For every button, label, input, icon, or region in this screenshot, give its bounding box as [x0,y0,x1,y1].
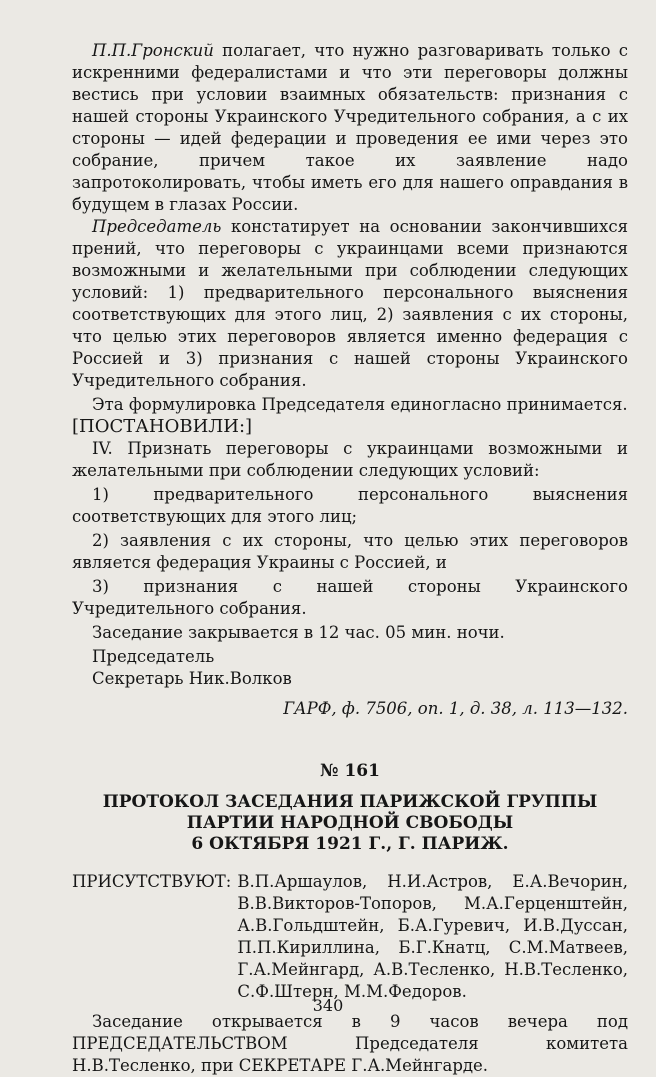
paragraph-formulation: Эта формулировка Председателя единогласно принимается. [92,395,628,414]
page-number: 340 [312,996,344,1015]
speaker-name: Председатель [92,217,222,236]
resolution-heading: [ПОСТАНОВИЛИ:] [72,416,253,437]
paragraph-gronsky: П.П.Гронский полагает, что нужно разговаривать только с искренними федералистами и что эти переговоры должны вестись при условии взаимных обязательств: признания с нашей стороны Украинского Учредительного собрания, а с их стороны — идей федерации и проведения ее ими через это собрание, причем такое их заявление надо запротоколировать, чтобы иметь его для нашего оправдания в будущем в глазах России. [72,41,629,214]
attendees-list: В.П.Аршаулов, Н.И.Астров, Е.А.Вечорин, В.В.Викторов-Топоров, М.А.Герценштейн, А.В.Гольдштейн, Б.А.Гуревич, И.В.Дуссан, П.П.Кириллина, Б.Г.Кнатц, С.М.Матвеев, Г.А.Мейнгард, А.В.Тесленко, Н.В.Тесленко, С.Ф.Штерн, М.М.Федоров. [237,872,628,1001]
signature-chairman: Председатель [92,647,215,666]
archive-reference: ГАРФ, ф. 7506, оп. 1, д. 38, л. 113—132. [283,699,628,718]
attendees-block [72,871,628,1003]
condition-2: 2) заявления с их стороны, что целью этих переговоров является федерация Украины с Россией, и [72,531,628,572]
resolution-text: IV. Признать переговоры с украинцами возможными и желательными при соблюдении следующих условий: [72,439,628,480]
document-number: № 161 [320,761,380,781]
attendees-label: ПРИСУТСТВУЮТ: [72,872,232,891]
signature-secretary: Секретарь Ник.Волков [92,669,292,688]
opening-paragraph: Заседание открывается в 9 часов вечера под ПРЕДСЕДАТЕЛЬСТВОМ Председателя комитета Н.В.Тесленко, при СЕКРЕТАРЕ Г.А.Мейнгарде. [72,1012,628,1075]
closing-line: Заседание закрывается в 12 час. 05 мин. ночи. [92,623,505,642]
speaker-name: П.П.Гронский [92,41,214,60]
condition-1: 1) предварительного персонального выяснения соответствующих для этого лиц; [72,485,628,526]
paragraph-chairman: Председатель констатирует на основании закончившихся прений, что переговоры с украинцами всеми признаются возможными и желательными при соблюдении следующих условий: 1) предварительного персонального выяснения соответствующих для этого лиц, 2) заявления с их стороны, что целью этих переговоров является именно федерация с Россией и 3) признания с нашей стороны Украинского Учредительного собрания. [72,217,628,390]
document-title: ПРОТОКОЛ ЗАСЕДАНИЯ ПАРИЖСКОЙ ГРУППЫ ПАРТИИ НАРОДНОЙ СВОБОДЫ 6 ОКТЯБРЯ 1921 Г., Г. ПАРИЖ. [102,792,598,854]
condition-3: 3) признания с нашей стороны Украинского Учредительного собрания. [72,577,628,618]
